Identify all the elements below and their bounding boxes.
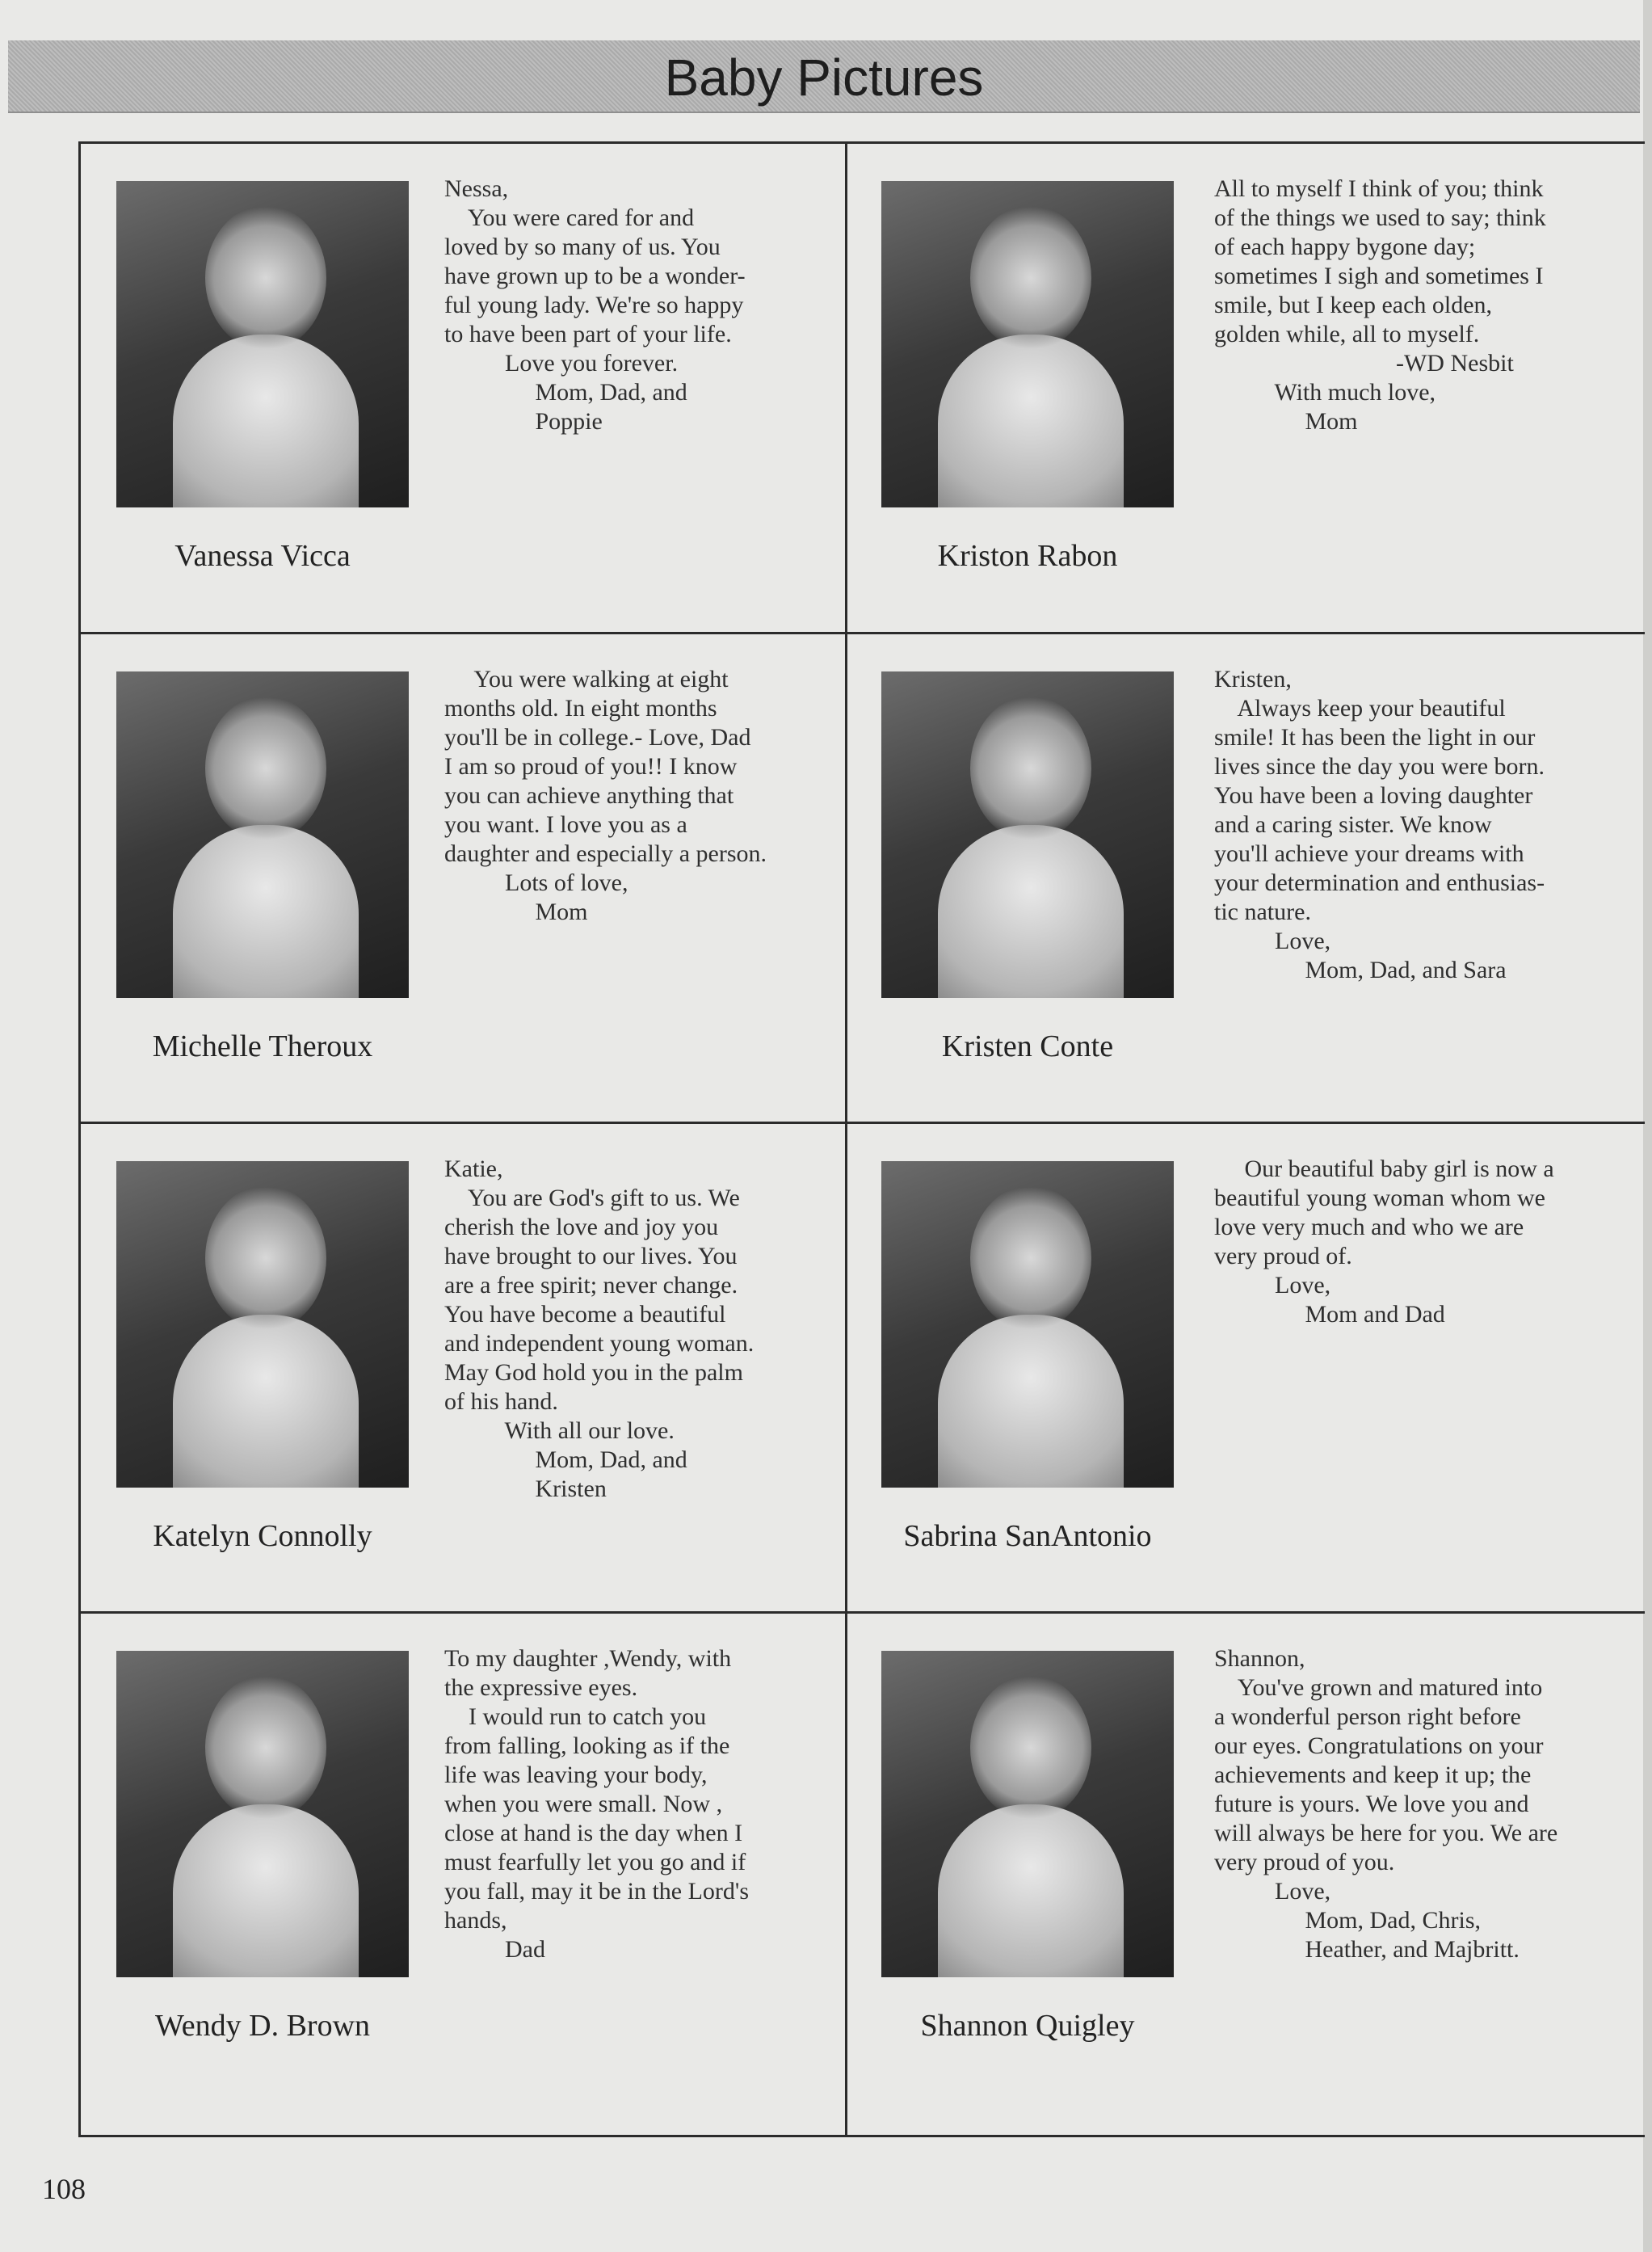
message-line: life was leaving your body, — [444, 1762, 708, 1788]
student-name: Vanessa Vicca — [174, 539, 351, 573]
dedication-message — [1214, 1644, 1594, 1964]
message-line: you fall, may it be in the Lord's — [444, 1878, 749, 1905]
message-line: lives since the day you were born. — [1214, 753, 1545, 780]
baby-photo — [116, 1651, 409, 1977]
baby-photo — [881, 1651, 1174, 1977]
message-line: Mom, Dad, and — [444, 1446, 687, 1473]
message-line: you'll achieve your dreams with — [1214, 840, 1524, 867]
message-line: You've grown and matured into — [1214, 1674, 1543, 1701]
message-line: You were walking at eight — [444, 666, 729, 692]
message-line: Mom, Dad, Chris, — [1214, 1907, 1481, 1934]
message-line: when you were small. Now , — [444, 1791, 723, 1817]
photo-face-shape — [205, 1675, 326, 1821]
entry-card — [847, 1614, 1645, 2135]
message-line: With much love, — [1214, 379, 1436, 406]
page-header-banner — [8, 40, 1640, 113]
message-line: have brought to our lives. You — [444, 1243, 738, 1269]
message-line: our eyes. Congratulations on your — [1214, 1732, 1544, 1759]
message-line: a wonderful person right before — [1214, 1703, 1521, 1730]
baby-photo — [116, 671, 409, 998]
message-line: Love you forever. — [444, 350, 679, 377]
message-line: Mom, Dad, and — [444, 379, 687, 406]
message-line: daughter and especially a person. — [444, 840, 767, 867]
message-line: sometimes I sigh and sometimes I — [1214, 263, 1544, 289]
photo-body-shape — [173, 825, 359, 998]
message-line: loved by so many of us. You — [444, 234, 721, 260]
message-line: must fearfully let you go and if — [444, 1849, 746, 1875]
message-line: tic nature. — [1214, 899, 1311, 925]
message-line: I would run to catch you — [444, 1703, 707, 1730]
photo-face-shape — [970, 1185, 1091, 1331]
message-line: of the things we used to say; think — [1214, 204, 1546, 231]
message-line: very proud of. — [1214, 1243, 1352, 1269]
entry-card — [81, 634, 847, 1124]
message-line: Katie, — [444, 1155, 503, 1182]
photo-body-shape — [938, 335, 1124, 507]
message-line: and independent young woman. — [444, 1330, 755, 1357]
dedication-message — [444, 1155, 824, 1504]
message-line: and a caring sister. We know — [1214, 811, 1492, 838]
message-line: future is yours. We love you and — [1214, 1791, 1529, 1817]
message-line: very proud of you. — [1214, 1849, 1395, 1875]
photo-face-shape — [970, 1675, 1091, 1821]
message-line: will always be here for you. We are — [1214, 1820, 1558, 1846]
message-line: Mom and Dad — [1214, 1301, 1445, 1328]
message-line: Always keep your beautiful — [1214, 695, 1506, 722]
message-line: Dad — [444, 1936, 545, 1963]
message-line: You are God's gift to us. We — [444, 1185, 740, 1211]
message-line: you want. I love you as a — [444, 811, 687, 838]
photo-body-shape — [173, 335, 359, 507]
entry-card — [847, 144, 1645, 634]
message-line: smile! It has been the light in our — [1214, 724, 1536, 751]
student-name: Shannon Quigley — [920, 2009, 1135, 2043]
student-name: Katelyn Connolly — [153, 1519, 372, 1553]
baby-photo — [881, 671, 1174, 998]
dedication-message — [1214, 175, 1594, 436]
message-line: All to myself I think of you; think — [1214, 175, 1544, 202]
message-line: are a free spirit; never change. — [444, 1272, 738, 1299]
message-line: You have become a beautiful — [444, 1301, 726, 1328]
photo-face-shape — [205, 205, 326, 351]
message-line: of each happy bygone day; — [1214, 234, 1476, 260]
photo-face-shape — [970, 205, 1091, 351]
baby-photo — [116, 1161, 409, 1488]
message-line: have grown up to be a wonder- — [444, 263, 746, 289]
message-line: Kristen — [444, 1475, 607, 1502]
message-line: To my daughter ,Wendy, with — [444, 1645, 732, 1672]
entry-card — [847, 1124, 1645, 1614]
message-line: You were cared for and — [444, 204, 695, 231]
message-line: I am so proud of you!! I know — [444, 753, 738, 780]
message-line: Mom — [444, 899, 588, 925]
message-line: beautiful young woman whom we — [1214, 1185, 1545, 1211]
message-line: the expressive eyes. — [444, 1674, 638, 1701]
page-number: 108 — [42, 2173, 86, 2205]
message-line: ful young lady. We're so happy — [444, 292, 744, 318]
message-line: you can achieve anything that — [444, 782, 734, 809]
message-line: You have been a loving daughter — [1214, 782, 1533, 809]
message-line: hands, — [444, 1907, 507, 1934]
student-name: Kristen Conte — [941, 1029, 1114, 1063]
message-line: -WD Nesbit — [1214, 350, 1514, 377]
entry-card — [81, 144, 847, 634]
photo-body-shape — [938, 825, 1124, 998]
entry-card — [81, 1124, 847, 1614]
message-line: Love, — [1214, 1272, 1331, 1299]
dedication-message — [444, 1644, 824, 1964]
baby-pictures-grid — [78, 141, 1645, 2137]
message-line: from falling, looking as if the — [444, 1732, 730, 1759]
message-line: May God hold you in the palm — [444, 1359, 743, 1386]
message-line: cherish the love and joy you — [444, 1214, 719, 1240]
student-name: Kriston Rabon — [937, 539, 1118, 573]
photo-body-shape — [938, 1315, 1124, 1488]
message-line: Shannon, — [1214, 1645, 1305, 1672]
message-line: achievements and keep it up; the — [1214, 1762, 1532, 1788]
dedication-message — [444, 175, 824, 436]
baby-photo — [116, 181, 409, 507]
message-line: your determination and enthusias- — [1214, 869, 1545, 896]
message-line: love very much and who we are — [1214, 1214, 1524, 1240]
message-line: smile, but I keep each olden, — [1214, 292, 1493, 318]
dedication-message — [1214, 665, 1594, 985]
photo-face-shape — [970, 696, 1091, 841]
message-line: you'll be in college.- Love, Dad — [444, 724, 751, 751]
message-line: Mom, Dad, and Sara — [1214, 957, 1507, 983]
message-line: Lots of love, — [444, 869, 628, 896]
message-line: Mom — [1214, 408, 1358, 435]
message-line: close at hand is the day when I — [444, 1820, 743, 1846]
message-line: months old. In eight months — [444, 695, 717, 722]
message-line: Love, — [1214, 928, 1331, 954]
baby-photo — [881, 181, 1174, 507]
student-name: Sabrina SanAntonio — [903, 1519, 1152, 1553]
entry-card — [847, 634, 1645, 1124]
entry-card — [81, 1614, 847, 2135]
message-line: With all our love. — [444, 1417, 675, 1444]
message-line: to have been part of your life. — [444, 321, 732, 347]
message-line: Heather, and Majbritt. — [1214, 1936, 1520, 1963]
dedication-message — [444, 665, 824, 927]
student-name: Michelle Theroux — [152, 1029, 373, 1063]
student-name: Wendy D. Brown — [154, 2009, 371, 2043]
photo-face-shape — [205, 696, 326, 841]
baby-photo — [881, 1161, 1174, 1488]
message-line: of his hand. — [444, 1388, 558, 1415]
photo-face-shape — [205, 1185, 326, 1331]
message-line: golden while, all to myself. — [1214, 321, 1480, 347]
message-line: Love, — [1214, 1878, 1331, 1905]
page-title: Baby Pictures — [664, 48, 984, 107]
message-line: Nessa, — [444, 175, 509, 202]
photo-body-shape — [938, 1804, 1124, 1977]
message-line: Our beautiful baby girl is now a — [1214, 1155, 1554, 1182]
photo-body-shape — [173, 1315, 359, 1488]
dedication-message — [1214, 1155, 1594, 1329]
message-line: Kristen, — [1214, 666, 1292, 692]
photo-body-shape — [173, 1804, 359, 1977]
message-line: Poppie — [444, 408, 603, 435]
